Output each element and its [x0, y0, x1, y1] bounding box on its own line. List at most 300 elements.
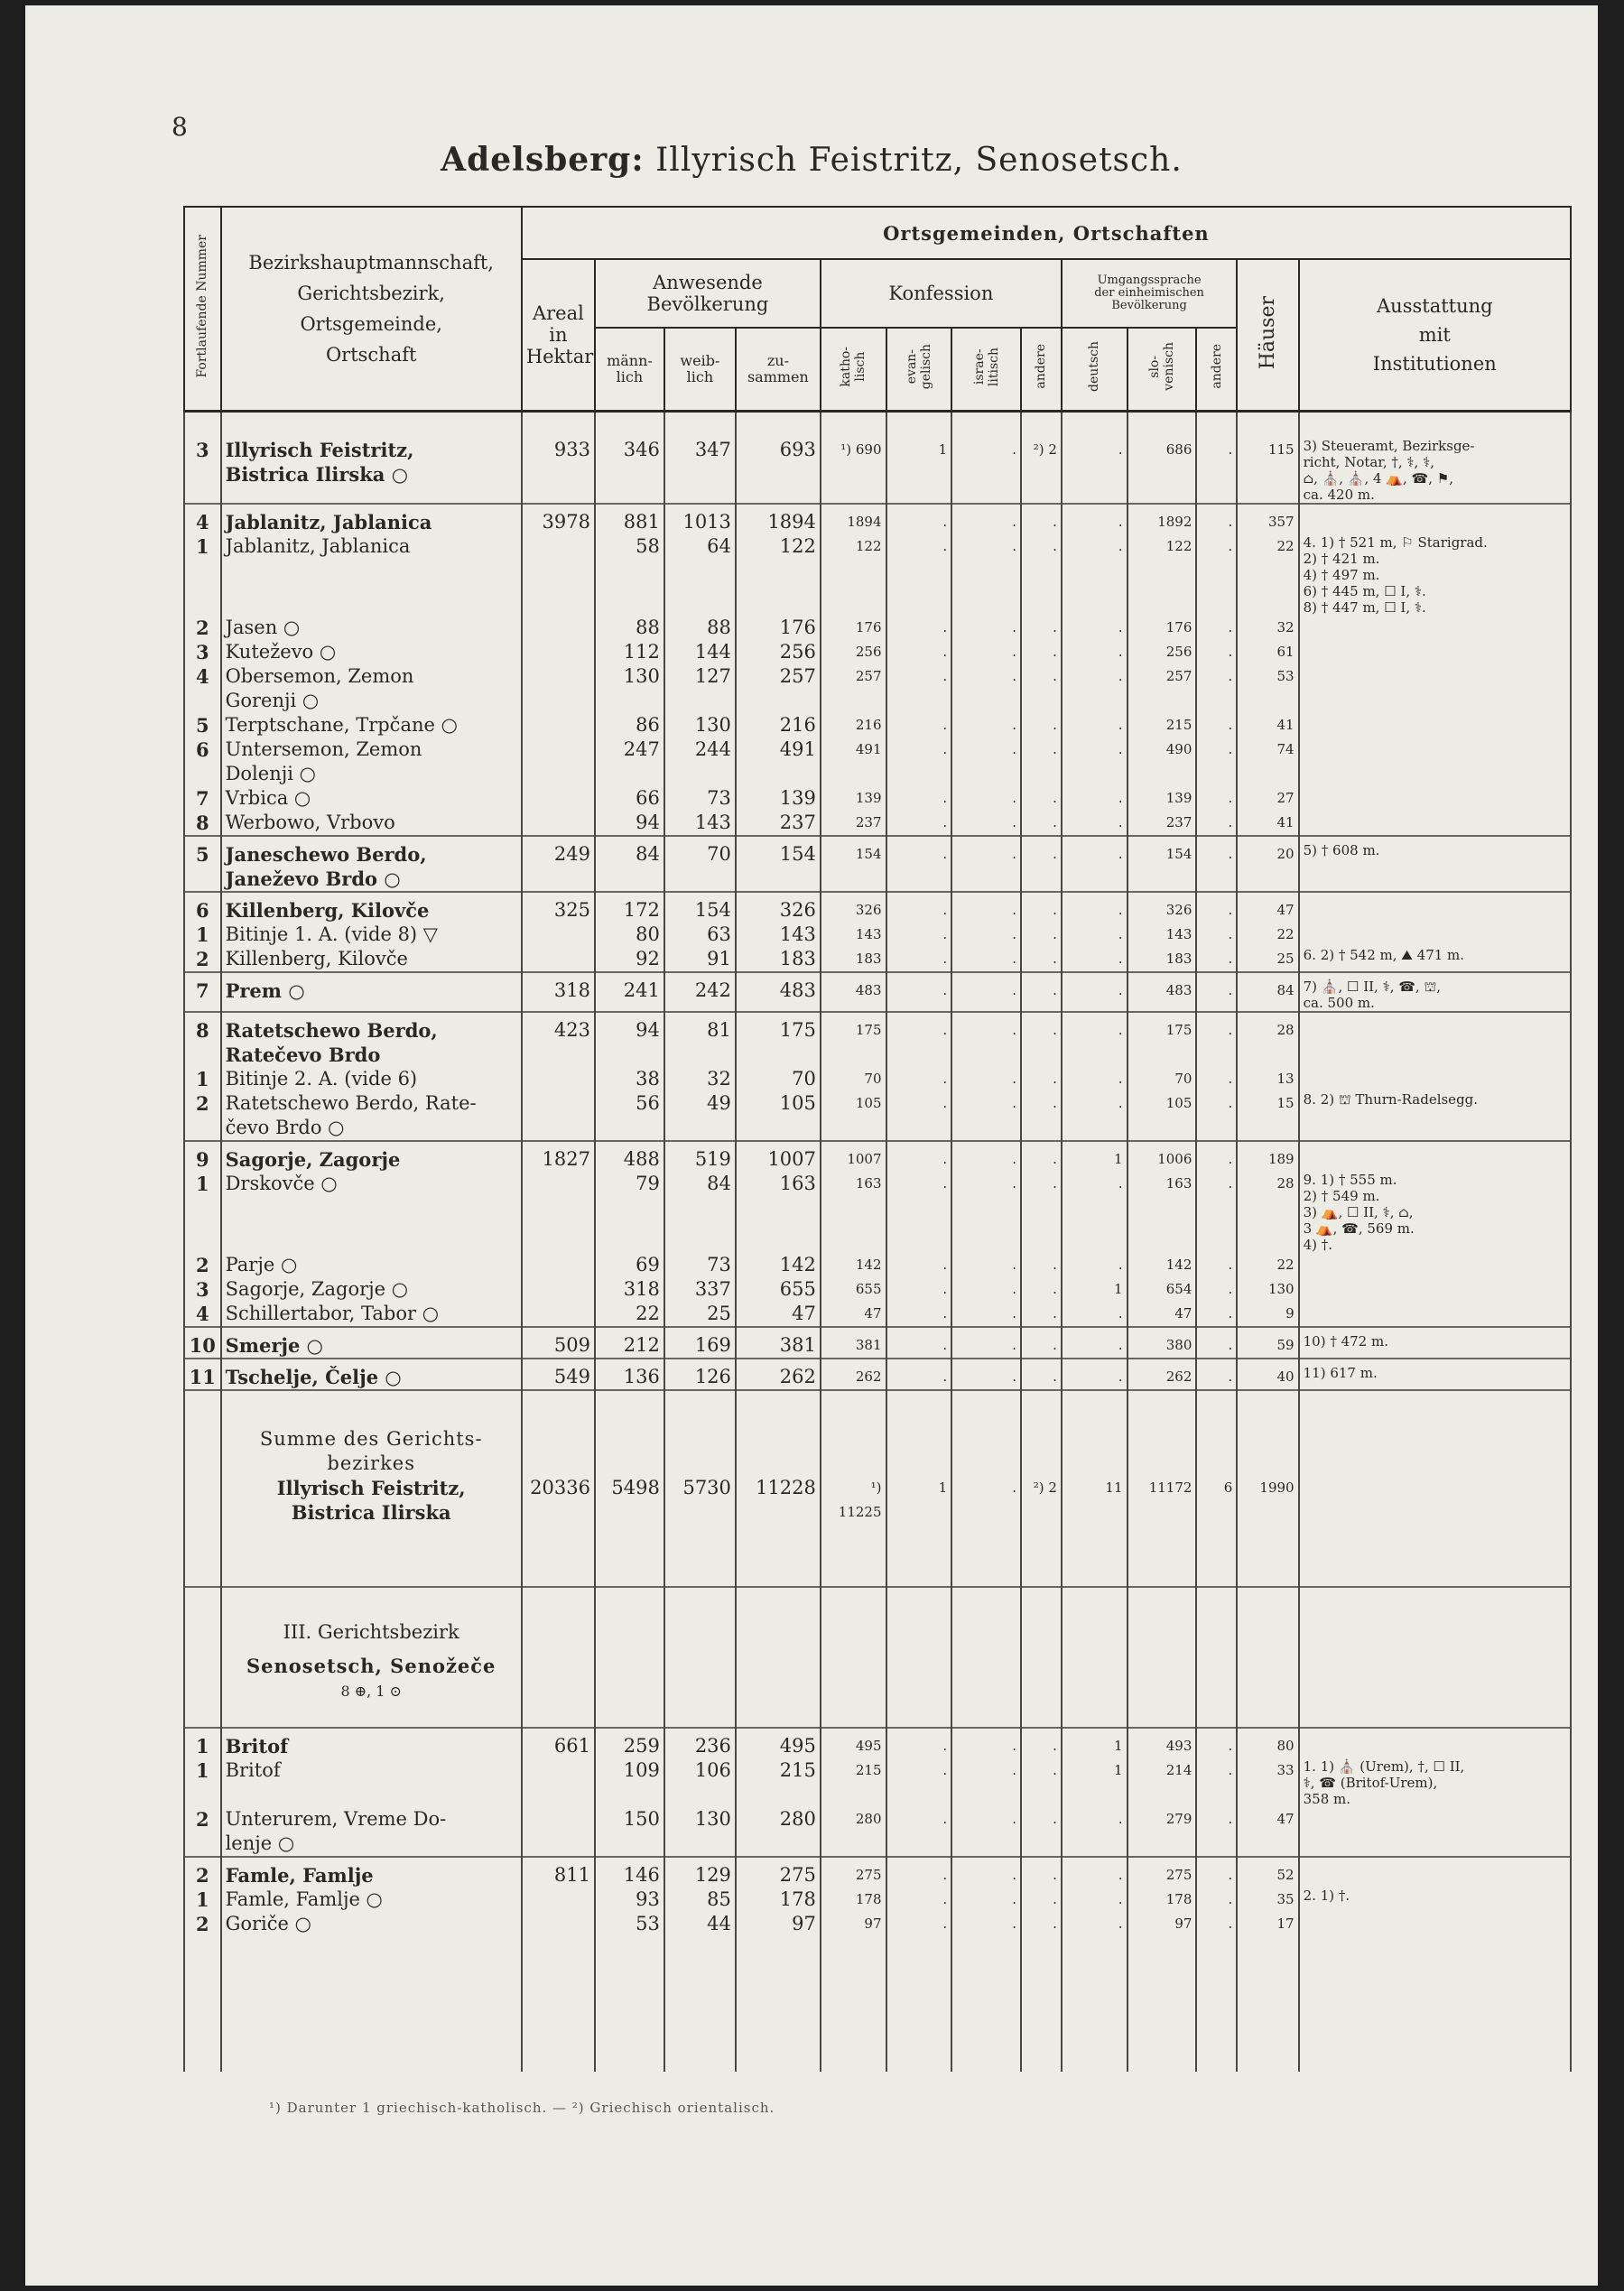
- cell-institutions: [1299, 1067, 1571, 1091]
- cell-other-language: .: [1196, 1857, 1237, 1888]
- cell-other-language: .: [1196, 947, 1237, 972]
- col-ausstattung: Ausstattung mit Institutionen: [1299, 259, 1571, 411]
- cell-row-number: 1: [184, 1172, 221, 1253]
- cell-evangelical: .: [886, 786, 952, 811]
- cell-row-number: 1: [184, 1728, 221, 1758]
- cell-evangelical: .: [886, 1012, 952, 1067]
- cell-row-number: 10: [184, 1327, 221, 1359]
- cell-areal: [522, 1091, 595, 1141]
- cell-row-number: 1: [184, 534, 221, 616]
- cell-male: 112: [595, 640, 664, 664]
- cell-houses: 80: [1237, 1728, 1298, 1758]
- cell-israelite: .: [951, 1141, 1021, 1172]
- cell-houses: 9: [1237, 1302, 1298, 1327]
- col-catholic: katho- lisch: [821, 328, 886, 411]
- cell-evangelical: .: [886, 923, 952, 947]
- cell-other-confession: .: [1021, 504, 1062, 534]
- cell-catholic: 122: [821, 534, 886, 616]
- cell-slovenian: 122: [1128, 534, 1197, 616]
- cell-institutions: 1. 1) ⛪ (Urem), †, ☐ II, ⚕, ☎ (Britof-Urem), 358 m.: [1299, 1758, 1571, 1807]
- cell-slovenian: 256: [1128, 640, 1197, 664]
- cell-other-confession: .: [1021, 1253, 1062, 1277]
- cell-houses: 22: [1237, 923, 1298, 947]
- cell-total: 183: [736, 947, 821, 972]
- cell-other-language: .: [1196, 1912, 1237, 1936]
- cell-other-language: .: [1196, 923, 1237, 947]
- table-row: [184, 640, 1571, 664]
- cell-slovenian: 154: [1128, 836, 1197, 892]
- summary-israelite: .: [951, 1390, 1021, 1587]
- cell-row-number: 6: [184, 892, 221, 923]
- cell-houses: 28: [1237, 1172, 1298, 1253]
- cell-total: 163: [736, 1172, 821, 1253]
- table-row: [184, 534, 1571, 616]
- cell-place-name: Janeschewo Berdo, Janeževo Brdo ○: [221, 836, 522, 892]
- table-row: [184, 1327, 1571, 1359]
- cell-slovenian: 493: [1128, 1728, 1197, 1758]
- cell-male: 881: [595, 504, 664, 534]
- cell-other-language: .: [1196, 1277, 1237, 1302]
- cell-israelite: .: [951, 1012, 1021, 1067]
- cell-total: 105: [736, 1091, 821, 1141]
- cell-evangelical: .: [886, 1141, 952, 1172]
- cell-israelite: .: [951, 1758, 1021, 1807]
- cell-areal: [522, 713, 595, 737]
- cell-place-name: Untersemon, Zemon Dolenji ○: [221, 737, 522, 786]
- cell-other-confession: .: [1021, 892, 1062, 923]
- cell-male: 38: [595, 1067, 664, 1091]
- cell-male: 58: [595, 534, 664, 616]
- cell-german: .: [1062, 713, 1128, 737]
- col-slovenian: slo- venisch: [1128, 328, 1197, 411]
- page-title: [25, 141, 1598, 179]
- cell-areal: [522, 811, 595, 836]
- cell-other-confession: .: [1021, 972, 1062, 1012]
- cell-houses: 130: [1237, 1277, 1298, 1302]
- cell-female: 347: [664, 411, 736, 504]
- cell-areal: [522, 1172, 595, 1253]
- cell-slovenian: 686: [1128, 411, 1197, 504]
- cell-place-name: Britof: [221, 1728, 522, 1758]
- cell-slovenian: 279: [1128, 1807, 1197, 1857]
- cell-male: 86: [595, 713, 664, 737]
- cell-other-confession: .: [1021, 616, 1062, 640]
- cell-german: .: [1062, 892, 1128, 923]
- col-other-confession: andere: [1021, 328, 1062, 411]
- cell-german: .: [1062, 1253, 1128, 1277]
- cell-catholic: 183: [821, 947, 886, 972]
- cell-female: 154: [664, 892, 736, 923]
- cell-institutions: [1299, 1857, 1571, 1888]
- cell-houses: 22: [1237, 534, 1298, 616]
- cell-german: .: [1062, 1807, 1128, 1857]
- cell-place-name: Obersemon, Zemon Gorenji ○: [221, 664, 522, 713]
- cell-row-number: 9: [184, 1141, 221, 1172]
- cell-other-confession: .: [1021, 947, 1062, 972]
- cell-institutions: [1299, 640, 1571, 664]
- cell-female: 64: [664, 534, 736, 616]
- cell-place-name: Jablanitz, Jablanica: [221, 504, 522, 534]
- col-male: männ- lich: [595, 328, 664, 411]
- cell-other-language: .: [1196, 1807, 1237, 1857]
- cell-areal: [522, 1807, 595, 1857]
- cell-total: 237: [736, 811, 821, 836]
- cell-row-number: 2: [184, 616, 221, 640]
- cell-evangelical: .: [886, 1758, 952, 1807]
- cell-total: 256: [736, 640, 821, 664]
- cell-houses: 32: [1237, 616, 1298, 640]
- cell-houses: 115: [1237, 411, 1298, 504]
- cell-areal: [522, 737, 595, 786]
- cell-areal: [522, 947, 595, 972]
- table-row: [184, 1728, 1571, 1758]
- cell-other-confession: .: [1021, 1857, 1062, 1888]
- summary-district: Illyrisch Feistritz, Bistrica Ilirska: [276, 1476, 466, 1524]
- cell-total: 326: [736, 892, 821, 923]
- cell-place-name: Ratetschewo Berdo, Rate- čevo Brdo ○: [221, 1091, 522, 1141]
- cell-evangelical: .: [886, 1359, 952, 1390]
- col-sprache: Umgangssprache der einheimischen Bevölkerung: [1062, 259, 1237, 328]
- cell-german: .: [1062, 616, 1128, 640]
- cell-other-language: .: [1196, 1172, 1237, 1253]
- cell-place-name: Terptschane, Trpčane ○: [221, 713, 522, 737]
- cell-male: 92: [595, 947, 664, 972]
- summary-houses: 1990: [1237, 1390, 1298, 1587]
- cell-female: 44: [664, 1912, 736, 1936]
- cell-israelite: .: [951, 1857, 1021, 1888]
- cell-place-name: Werbowo, Vrbovo: [221, 811, 522, 836]
- cell-male: 56: [595, 1091, 664, 1141]
- cell-other-confession: .: [1021, 713, 1062, 737]
- cell-german: .: [1062, 786, 1128, 811]
- cell-other-language: .: [1196, 972, 1237, 1012]
- cell-houses: 52: [1237, 1857, 1298, 1888]
- cell-israelite: .: [951, 1302, 1021, 1327]
- cell-other-language: .: [1196, 1359, 1237, 1390]
- cell-slovenian: 380: [1128, 1327, 1197, 1359]
- cell-areal: 1827: [522, 1141, 595, 1172]
- cell-areal: 933: [522, 411, 595, 504]
- cell-evangelical: .: [886, 1172, 952, 1253]
- cell-other-language: .: [1196, 1888, 1237, 1912]
- cell-other-language: .: [1196, 1012, 1237, 1067]
- cell-other-confession: .: [1021, 1141, 1062, 1172]
- cell-areal: [522, 640, 595, 664]
- cell-areal: 325: [522, 892, 595, 923]
- cell-other-confession: .: [1021, 1327, 1062, 1359]
- cell-female: 169: [664, 1327, 736, 1359]
- table-filler: [184, 1936, 1571, 2072]
- cell-israelite: .: [951, 1888, 1021, 1912]
- col-israelite: israe- litisch: [951, 328, 1021, 411]
- cell-male: 88: [595, 616, 664, 640]
- cell-female: 130: [664, 1807, 736, 1857]
- cell-slovenian: 262: [1128, 1359, 1197, 1390]
- cell-israelite: .: [951, 892, 1021, 923]
- cell-row-number: 2: [184, 1253, 221, 1277]
- summary-evangelical: 1: [886, 1390, 952, 1587]
- cell-institutions: 11) 617 m.: [1299, 1359, 1571, 1390]
- table-row: [184, 1359, 1571, 1390]
- cell-institutions: [1299, 786, 1571, 811]
- cell-israelite: .: [951, 534, 1021, 616]
- cell-male: 318: [595, 1277, 664, 1302]
- cell-male: 22: [595, 1302, 664, 1327]
- cell-place-name: Drskovče ○: [221, 1172, 522, 1253]
- col-name: Bezirkshauptmannschaft, Gerichtsbezirk, Ortsgemeinde, Ortschaft: [221, 207, 522, 411]
- cell-israelite: .: [951, 1327, 1021, 1359]
- cell-male: 241: [595, 972, 664, 1012]
- cell-israelite: .: [951, 1253, 1021, 1277]
- cell-slovenian: 215: [1128, 713, 1197, 737]
- cell-areal: [522, 1277, 595, 1302]
- cell-houses: 59: [1237, 1327, 1298, 1359]
- cell-other-confession: .: [1021, 1359, 1062, 1390]
- cell-female: 88: [664, 616, 736, 640]
- col-other-language: andere: [1196, 328, 1237, 411]
- cell-houses: 25: [1237, 947, 1298, 972]
- cell-evangelical: .: [886, 892, 952, 923]
- cell-other-confession: .: [1021, 1091, 1062, 1141]
- cell-german: .: [1062, 1327, 1128, 1359]
- cell-other-language: .: [1196, 504, 1237, 534]
- cell-slovenian: 257: [1128, 664, 1197, 713]
- cell-israelite: .: [951, 1912, 1021, 1936]
- table-row: [184, 664, 1571, 713]
- cell-place-name: Kuteževo ○: [221, 640, 522, 664]
- cell-houses: 47: [1237, 1807, 1298, 1857]
- cell-slovenian: 1892: [1128, 504, 1197, 534]
- cell-houses: 28: [1237, 1012, 1298, 1067]
- cell-row-number: 2: [184, 947, 221, 972]
- cell-german: 1: [1062, 1758, 1128, 1807]
- cell-female: 91: [664, 947, 736, 972]
- cell-houses: 189: [1237, 1141, 1298, 1172]
- cell-institutions: 7) ⛪, ☐ II, ⚕, ☎, ⛫, ca. 500 m.: [1299, 972, 1571, 1012]
- cell-male: 80: [595, 923, 664, 947]
- cell-other-confession: .: [1021, 1302, 1062, 1327]
- cell-houses: 33: [1237, 1758, 1298, 1807]
- cell-slovenian: 483: [1128, 972, 1197, 1012]
- col-konfession: Konfession: [821, 259, 1062, 328]
- cell-evangelical: .: [886, 640, 952, 664]
- cell-other-language: .: [1196, 534, 1237, 616]
- cell-total: 143: [736, 923, 821, 947]
- cell-german: .: [1062, 1302, 1128, 1327]
- cell-total: 139: [736, 786, 821, 811]
- cell-row-number: 1: [184, 1758, 221, 1807]
- table-row: [184, 1141, 1571, 1172]
- cell-institutions: 9. 1) † 555 m. 2) † 549 m. 3) ⛺, ☐ II, ⚕, ⌂, 3 ⛺, ☎, 569 m. 4) †.: [1299, 1172, 1571, 1253]
- title-district: Adelsberg:: [441, 141, 645, 179]
- cell-german: .: [1062, 836, 1128, 892]
- cell-row-number: 1: [184, 923, 221, 947]
- cell-houses: 74: [1237, 737, 1298, 786]
- cell-evangelical: .: [886, 811, 952, 836]
- cell-total: 491: [736, 737, 821, 786]
- summary-female: 5730: [664, 1390, 736, 1587]
- summary-total: 11228: [736, 1390, 821, 1587]
- cell-slovenian: 143: [1128, 923, 1197, 947]
- cell-israelite: .: [951, 1091, 1021, 1141]
- cell-total: 122: [736, 534, 821, 616]
- col-areal: Areal in Hektar: [522, 259, 595, 411]
- cell-catholic: 256: [821, 640, 886, 664]
- table-row: [184, 1888, 1571, 1912]
- cell-row-number: 2: [184, 1912, 221, 1936]
- cell-israelite: .: [951, 1359, 1021, 1390]
- cell-evangelical: .: [886, 713, 952, 737]
- cell-german: 1: [1062, 1728, 1128, 1758]
- cell-row-number: 3: [184, 640, 221, 664]
- cell-israelite: .: [951, 504, 1021, 534]
- cell-other-language: .: [1196, 616, 1237, 640]
- page: [25, 5, 1598, 2286]
- cell-institutions: [1299, 737, 1571, 786]
- cell-evangelical: .: [886, 1067, 952, 1091]
- cell-israelite: .: [951, 786, 1021, 811]
- cell-row-number: 6: [184, 737, 221, 786]
- cell-areal: 811: [522, 1857, 595, 1888]
- cell-areal: [522, 1253, 595, 1277]
- cell-total: 693: [736, 411, 821, 504]
- cell-other-confession: .: [1021, 923, 1062, 947]
- cell-areal: 318: [522, 972, 595, 1012]
- cell-place-name: Jasen ○: [221, 616, 522, 640]
- cell-slovenian: 47: [1128, 1302, 1197, 1327]
- cell-institutions: [1299, 1728, 1571, 1758]
- table-row: [184, 504, 1571, 534]
- cell-female: 127: [664, 664, 736, 713]
- cell-catholic: 275: [821, 1857, 886, 1888]
- cell-houses: 27: [1237, 786, 1298, 811]
- cell-institutions: [1299, 504, 1571, 534]
- cell-institutions: 10) † 472 m.: [1299, 1327, 1571, 1359]
- cell-total: 215: [736, 1758, 821, 1807]
- cell-german: .: [1062, 1359, 1128, 1390]
- cell-male: 259: [595, 1728, 664, 1758]
- cell-catholic: 139: [821, 786, 886, 811]
- cell-male: 84: [595, 836, 664, 892]
- cell-row-number: 7: [184, 972, 221, 1012]
- cell-catholic: 47: [821, 1302, 886, 1327]
- cell-german: 1: [1062, 1277, 1128, 1302]
- col-female: weib- lich: [664, 328, 736, 411]
- cell-evangelical: .: [886, 1888, 952, 1912]
- cell-institutions: [1299, 1277, 1571, 1302]
- cell-row-number: 2: [184, 1091, 221, 1141]
- cell-place-name: Sagorje, Zagorje: [221, 1141, 522, 1172]
- cell-other-language: .: [1196, 892, 1237, 923]
- cell-female: 144: [664, 640, 736, 664]
- cell-female: 519: [664, 1141, 736, 1172]
- cell-male: 53: [595, 1912, 664, 1936]
- cell-place-name: Smerje ○: [221, 1327, 522, 1359]
- summary-german: 11: [1062, 1390, 1128, 1587]
- cell-place-name: Schillertabor, Tabor ○: [221, 1302, 522, 1327]
- cell-institutions: [1299, 1912, 1571, 1936]
- cell-israelite: .: [951, 972, 1021, 1012]
- cell-catholic: 381: [821, 1327, 886, 1359]
- cell-place-name: Killenberg, Kilovče: [221, 947, 522, 972]
- cell-catholic: 163: [821, 1172, 886, 1253]
- cell-houses: 40: [1237, 1359, 1298, 1390]
- cell-place-name: Ratetschewo Berdo, Ratečevo Brdo: [221, 1012, 522, 1067]
- cell-evangelical: .: [886, 1302, 952, 1327]
- cell-total: 275: [736, 1857, 821, 1888]
- cell-row-number: 8: [184, 811, 221, 836]
- cell-total: 70: [736, 1067, 821, 1091]
- cell-total: 175: [736, 1012, 821, 1067]
- table-row: [184, 786, 1571, 811]
- cell-total: 97: [736, 1912, 821, 1936]
- cell-female: 49: [664, 1091, 736, 1141]
- cell-evangelical: .: [886, 664, 952, 713]
- cell-row-number: 8: [184, 1012, 221, 1067]
- cell-areal: [522, 534, 595, 616]
- cell-place-name: Vrbica ○: [221, 786, 522, 811]
- cell-german: 1: [1062, 1141, 1128, 1172]
- cell-catholic: 495: [821, 1728, 886, 1758]
- cell-evangelical: .: [886, 1327, 952, 1359]
- cell-catholic: 70: [821, 1067, 886, 1091]
- cell-evangelical: .: [886, 947, 952, 972]
- cell-houses: 53: [1237, 664, 1298, 713]
- cell-institutions: 5) † 608 m.: [1299, 836, 1571, 892]
- summary-areal: 20336: [522, 1390, 595, 1587]
- statistics-table: [183, 206, 1572, 2072]
- cell-areal: 3978: [522, 504, 595, 534]
- cell-evangelical: .: [886, 616, 952, 640]
- cell-place-name: Bitinje 1. A. (vide 8) ▽: [221, 923, 522, 947]
- cell-slovenian: 326: [1128, 892, 1197, 923]
- cell-female: 73: [664, 1253, 736, 1277]
- cell-place-name: Famle, Famlje: [221, 1857, 522, 1888]
- cell-total: 154: [736, 836, 821, 892]
- table-row: [184, 1253, 1571, 1277]
- cell-catholic: 326: [821, 892, 886, 923]
- cell-catholic: 483: [821, 972, 886, 1012]
- cell-israelite: .: [951, 1807, 1021, 1857]
- cell-slovenian: 237: [1128, 811, 1197, 836]
- cell-total: 495: [736, 1728, 821, 1758]
- cell-german: .: [1062, 1912, 1128, 1936]
- cell-other-confession: .: [1021, 1912, 1062, 1936]
- cell-areal: [522, 923, 595, 947]
- summary-catholic: ¹) 11225: [821, 1390, 886, 1587]
- cell-other-confession: .: [1021, 1888, 1062, 1912]
- cell-place-name: Jablanitz, Jablanica: [221, 534, 522, 616]
- cell-catholic: 280: [821, 1807, 886, 1857]
- col-german: deutsch: [1062, 328, 1128, 411]
- cell-slovenian: 214: [1128, 1758, 1197, 1807]
- col-evangelical: evan- gelisch: [886, 328, 952, 411]
- cell-evangelical: .: [886, 1277, 952, 1302]
- cell-total: 262: [736, 1359, 821, 1390]
- col-total: zu- sammen: [736, 328, 821, 411]
- table-row: [184, 892, 1571, 923]
- col-anwesende: Anwesende Bevölkerung: [595, 259, 821, 328]
- cell-areal: [522, 1067, 595, 1091]
- cell-catholic: 176: [821, 616, 886, 640]
- cell-institutions: [1299, 892, 1571, 923]
- cell-areal: 509: [522, 1327, 595, 1359]
- cell-male: 150: [595, 1807, 664, 1857]
- cell-male: 109: [595, 1758, 664, 1807]
- cell-catholic: 105: [821, 1091, 886, 1141]
- section-court: Senosetsch, Senožeče: [246, 1654, 496, 1677]
- cell-israelite: .: [951, 616, 1021, 640]
